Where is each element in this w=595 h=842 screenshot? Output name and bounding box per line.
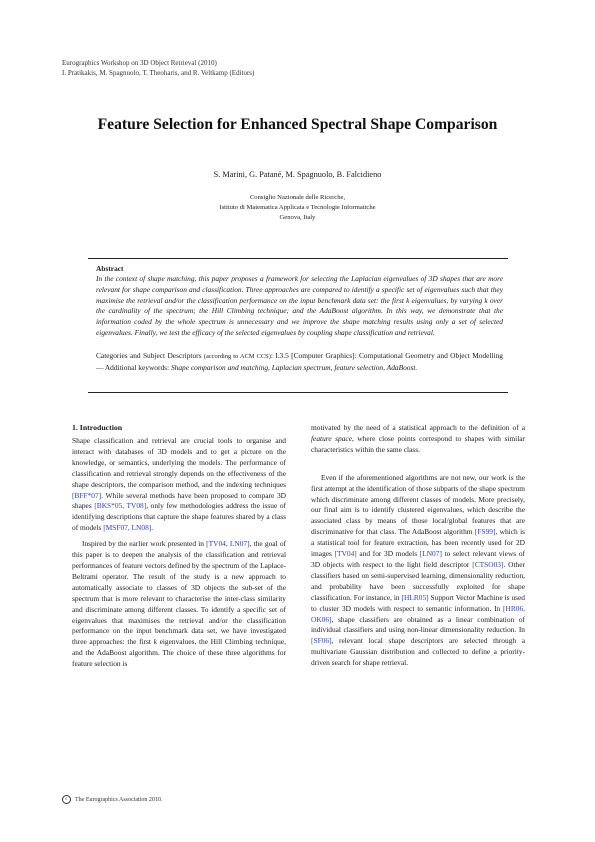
- abstract-heading: Abstract: [96, 264, 124, 273]
- authors: S. Marini, G. Patané, M. Spagnuolo, B. Falcidieno: [213, 170, 382, 179]
- citation-link[interactable]: [TV04, LN07]: [206, 539, 250, 549]
- citation-link[interactable]: [FS99]: [474, 527, 496, 537]
- citation-link[interactable]: [MSF07, LN08]: [103, 523, 152, 533]
- abstract-bottom-rule: [88, 392, 508, 393]
- affiliation-line-1: Consiglio Nazionale delle Ricerche,: [249, 194, 346, 201]
- paragraph: Shape classification and retrieval are crucial tools to organise and interact with databases of 3D models and to get a picture on the knowledge, or semantics, underlying the models. The performance of classification and retrieval strongly depends on the effectiveness of the shape descriptors, the comparison method, and the indexing techniques [BFF*07]. While several methods have been proposed to compare 3D shapes [BKS*05, TV08], only few methodologies address the issue of identifying descriptions that capture the shape features shared by a class of models [MSF07, LN08].: [72, 436, 286, 533]
- section-heading: 1. Introduction: [72, 423, 123, 432]
- citation-link[interactable]: [CTSO03]: [472, 559, 504, 569]
- paragraph: motivated by the need of a statistical approach to the definition of a feature space, where close points correspond to shapes with similar characteristics within the same class.: [311, 423, 525, 454]
- categories-text: : I.3.5 [Computer Graphics]: Computational Geometry and Object Modelling— Additional keywords:: [96, 351, 503, 372]
- categories-descriptors: [96, 351, 503, 374]
- acm-note: (according to ACM CCS): [203, 353, 271, 360]
- citation-link[interactable]: [HR06, OK06]: [311, 603, 525, 624]
- citation-link[interactable]: [LN07]: [419, 549, 442, 559]
- citation-link[interactable]: [BFF*07]: [72, 490, 102, 500]
- keywords: Shape comparison and matching, Laplacian spectrum, feature selection, AdaBoost.: [170, 362, 418, 372]
- paper-title: Feature Selection for Enhanced Spectral Shape Comparison: [97, 116, 498, 133]
- affiliation-line-2: Istituto di Matematica Applicata e Tecnologie Informatiche: [219, 204, 376, 211]
- citation-link[interactable]: [BKS*05, TV08]: [94, 501, 147, 511]
- footer: [62, 795, 162, 804]
- venue-line: Eurographics Workshop on 3D Object Retrieval (2010): [62, 59, 217, 67]
- citation-link[interactable]: [SF06]: [311, 636, 332, 646]
- left-column: [72, 436, 286, 670]
- paragraph: Even if the aforementioned algorithms are not new, our work is the first attempt at the identification of those subparts of the shape spectrum which discriminate among different classes of models. More precisely, our final aim is to identify clustered eigenvalues, which describe the associated class by means of those local/global features that are discriminative for that class. The AdaBoost algorithm [FS99], which is a statistical tool for feature extraction, has been recently used for 2D images [TV04] and for 3D models [LN07] to select relevant views of 3D objects with respect to the light field descriptor [CTSO03]. Other classifiers based on semi-supervised learning, dimensionality reduction, and probability have been successfully exploited for shape classification. For instance, in [HLR05] Support Vector Machine is used to cluster 3D models with respect to semantic information. In [HR06, OK06], shape classifiers are obtained as a linear combination of individual classifiers and using non-linear dimensionality reduction. In [SF06], relevant local shape descriptors are selected through a multivariate Gaussian distribution and collected to define a priority-driven search for shape retrieval.: [311, 472, 525, 668]
- copyright-icon: c: [62, 795, 71, 804]
- citation-link[interactable]: [HLR05]: [401, 592, 429, 602]
- citation-link[interactable]: [TV04]: [334, 549, 357, 559]
- right-column: [311, 423, 525, 669]
- editors-line: I. Pratikakis, M. Spagnuolo, T. Theoharis, and R. Veltkamp (Editors): [62, 69, 255, 77]
- categories-label: Categories and Subject Descriptors: [96, 351, 202, 360]
- affiliation-line-3: Genova, Italy: [279, 214, 316, 221]
- abstract-top-rule: [88, 258, 508, 259]
- paragraph: Inspired by the earlier work presented in [TV04, LN07], the goal of this paper is to deepen the analysis of the classification and retrieval performances of feature vectors defined by the spectrum of the Laplace-Beltrami operator. The result of the study is a new approach to automatically associate to classes of 3D objects the sub-set of the spectrum that is more relevant to characterise the inter-class similarity and discriminate among different classes. To identify a specific set of eigenvalues that maximises the retrieval and/or the classification performance on the input benchmark data set, we have investigated three approaches: the first k eigenvalues, the Hill Climbing technique, and the AdaBoost algorithm. The choice of these three algorithms for feature selection is: [72, 539, 287, 669]
- footer-text: The Eurographics Association 2010.: [75, 796, 163, 803]
- abstract-body: In the context of shape matching, this paper proposes a framework for selecting the Laplacian eigenvalues of 3D shapes that are more relevant for shape comparison and classification. Three approaches are compared to identify a specific set of eigenvalues such that they maximise the retrieval and/or the classification performance on the input benchmark data set: the first k eigenvalues, by varying k over the cardinality of the spectrum; the Hill Climbing technique; and the AdaBoost algorithm. In this way, we demonstrate that the information coded by the whole spectrum is unnecessary and we improve the shape matching results using only a set of selected eigenvalues. Finally, we test the efficacy of the selected eigenvalues by coupling shape classification and retrieval.: [96, 274, 503, 337]
